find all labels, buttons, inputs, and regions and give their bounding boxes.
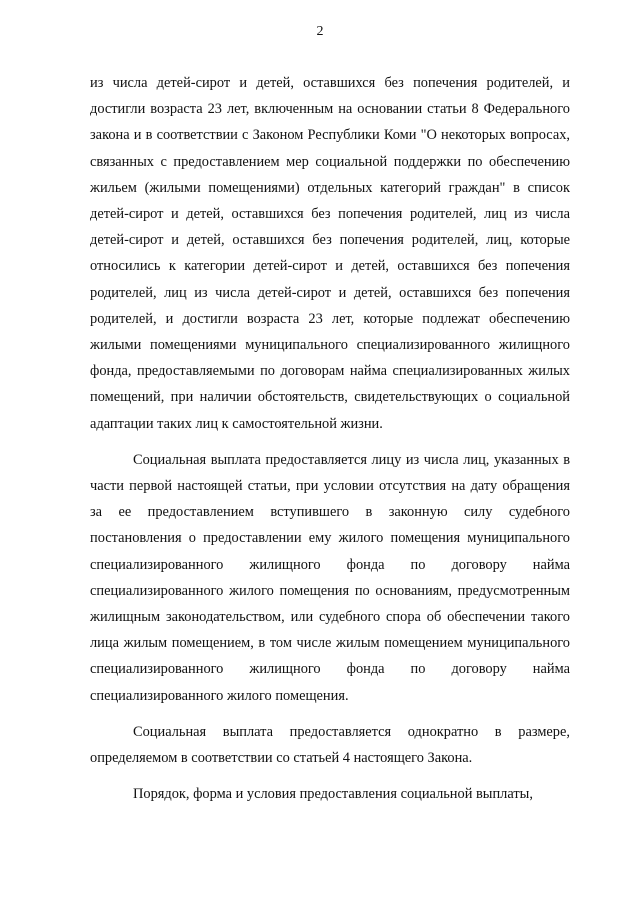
document-body <box>90 70 570 817</box>
paragraph-procedure: Порядок, форма и условия предоставления социальной выплаты, <box>133 786 533 803</box>
paragraph-continuation: из числа детей-сирот и детей, оставшихся без попечения родителей, и достигли возраста 23 лет, включенным на основании статьи 8 Федерального закона и в соответствии с Законом Республики Коми "О некоторых вопросах, связанных с предоставлением мер социальной поддержки по обеспечению жильем (жилыми помещениями) отдельных категорий граждан" в список детей-сирот и детей, оставшихся без попечения родителей, лиц из числа детей-сирот и детей, оставшихся без попечения родителей, лиц, которые относились к категории детей-сирот и детей, оставшихся без попечения родителей, лиц из числа детей-сирот и детей, оставшихся без попечения родителей, и достигли возраста 23 лет, которые подлежат обеспечению жилыми помещениями муниципального специализированного жилищного фонда, предоставляемыми по договорам найма специализированных жилых помещений, при наличии обстоятельств, свидетельствующих о социальной адаптации таких лиц к самостоятельной жизни. <box>90 75 570 432</box>
paragraph-social-payment-condition: Социальная выплата предоставляется лицу из числа лиц, указанных в части первой настоящей статьи, при условии отсутствия на дату обращения за ее предоставлением вступившего в законную силу судебного постановления о предоставлении ему жилого помещения муниципального специализированного жилищного фонда по договору найма специализированного жилого помещения по основаниям, предусмотренным жилищным законодательством, или судебного спора об обеспечении такого лица жилым помещением, в том числе жилым помещением муниципального специализированного жилищного фонда по договору найма специализированного жилого помещения. <box>90 451 570 704</box>
page-number: 2 <box>316 24 324 39</box>
paragraph-social-payment-amount: Социальная выплата предоставляется однократно в размере, определяемом в соответствии со статьей 4 настоящего Закона. <box>90 723 570 767</box>
